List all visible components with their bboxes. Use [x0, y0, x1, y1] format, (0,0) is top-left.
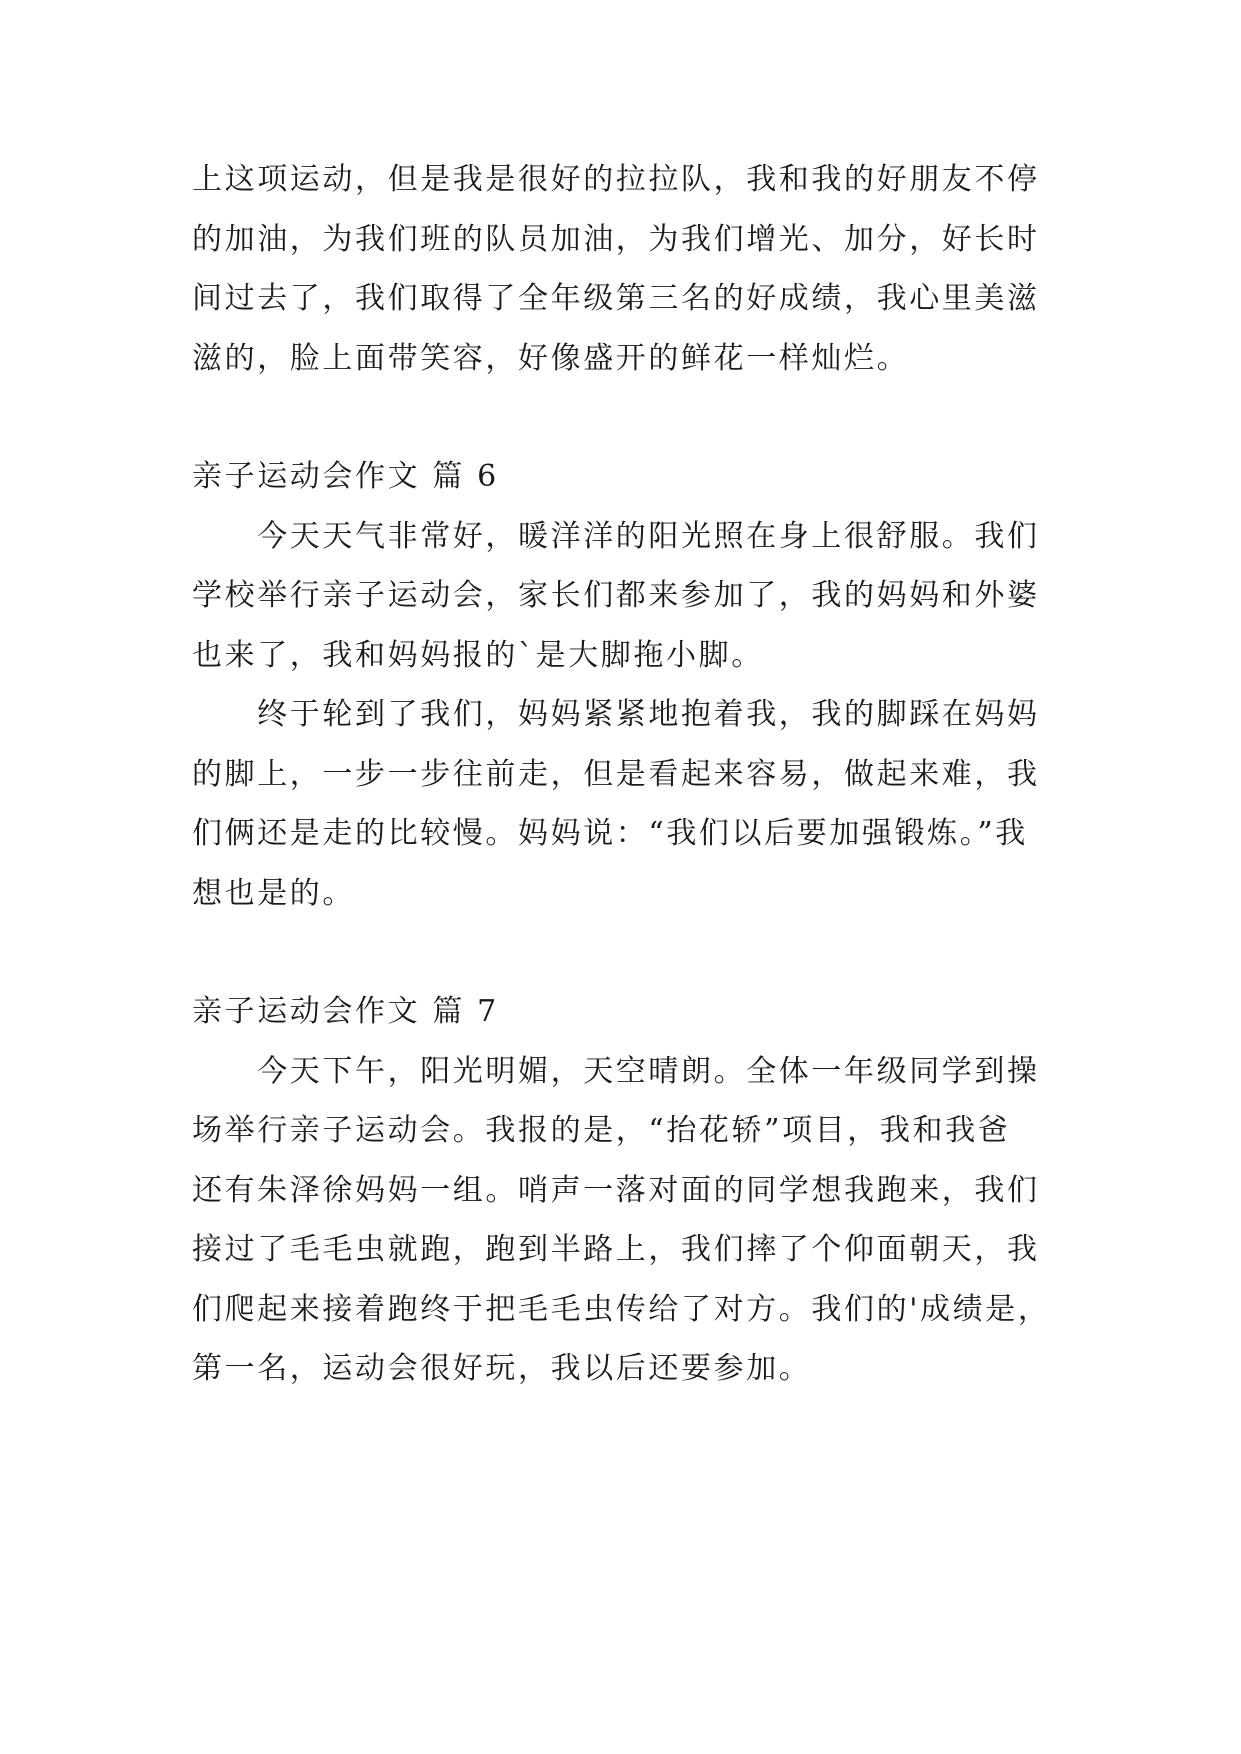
section-7 [192, 982, 1062, 1399]
text-line: 的脚上，一步一步往前走，但是看起来容易，做起来难，我 [192, 756, 1040, 792]
text-line: 上这项运动，但是我是很好的拉拉队，我和我的好朋友不停 [192, 162, 1040, 197]
text-line: 们俩还是走的比较慢。妈妈说：“我们以后要加强锻炼。”我 [192, 816, 1028, 851]
text-line: 今天天气非常好，暖洋洋的阳光照在身上很舒服。我们 [192, 518, 1040, 554]
document-page [192, 150, 1062, 1399]
text-line: 场举行亲子运动会。我报的是，“抬花轿”项目，我和我爸 [192, 1113, 1011, 1148]
intro-paragraph [192, 150, 1062, 388]
text-line: 接过了毛毛虫就跑，跑到半路上，我们摔了个仰面朝天，我 [192, 1232, 1040, 1267]
text-line: 学校举行亲子运动会，家长们都来参加了，我的妈妈和外婆 [192, 578, 1040, 613]
text-line: 第一名，运动会很好玩，我以后还要参加。 [192, 1351, 812, 1386]
section-spacer [192, 923, 1062, 982]
text-line: 今天下午，阳光明媚，天空晴朗。全体一年级同学到操 [192, 1053, 1040, 1089]
text-line: 还有朱泽徐妈妈一组。哨声一落对面的同学想我跑来，我们 [192, 1172, 1040, 1208]
text-line: 想也是的。 [192, 875, 355, 911]
text-line: 终于轮到了我们，妈妈紧紧地抱着我，我的脚踩在妈妈 [192, 697, 1040, 732]
text-line: 的加油，为我们班的队员加油，为我们增光、加分，好长时 [192, 221, 1040, 257]
section-spacer [192, 388, 1062, 447]
section-6 [192, 447, 1062, 923]
text-line: 也来了，我和妈妈报的`是大脚拖小脚。 [192, 637, 764, 673]
section-heading: 亲子运动会作文 篇 6 [192, 459, 499, 494]
section-heading: 亲子运动会作文 篇 7 [192, 994, 499, 1029]
text-line: 们爬起来接着跑终于把毛毛虫传给了对方。我们的'成绩是， [192, 1291, 1051, 1327]
text-line: 间过去了，我们取得了全年级第三名的好成绩，我心里美滋 [192, 281, 1040, 316]
text-line: 滋的，脸上面带笑容，好像盛开的鲜花一样灿烂。 [192, 340, 910, 376]
